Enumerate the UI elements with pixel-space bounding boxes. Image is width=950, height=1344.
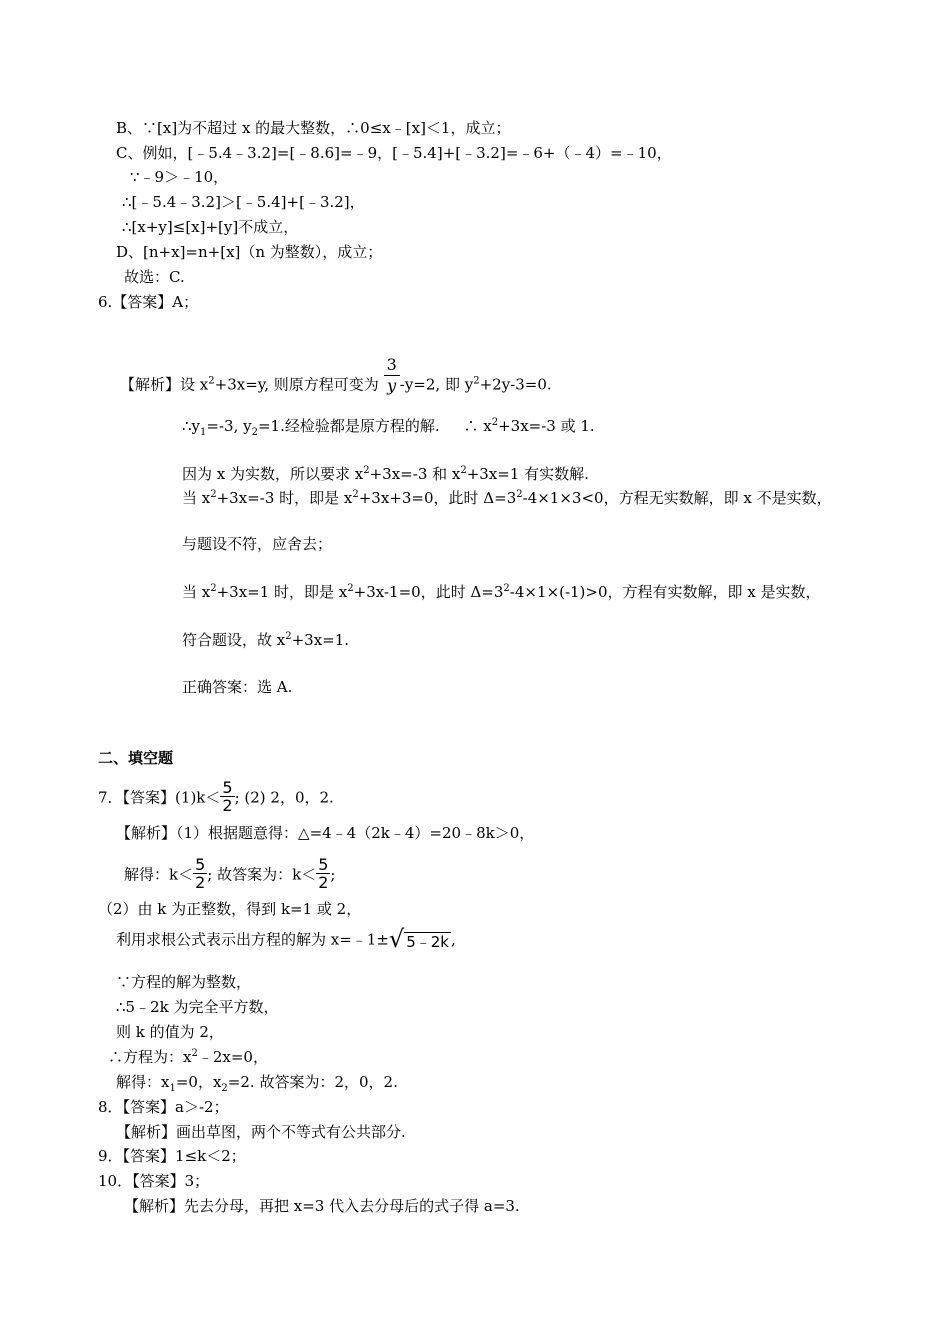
q5-option-d: D、[n+x]=n+[x]（n 为整数），成立； (116, 243, 383, 261)
q7-part2-line1: （2）由 k 为正整数，得到 k=1 或 2， (98, 900, 362, 918)
section-heading-fill-in: 二、填空题 (98, 749, 174, 767)
q6-analysis-line1: 【解析】设 $x^2+3x=y$, 则原方程可变为 $\frac{3}{y}$ -y=2, 即 $y^2+2y-3=0$. (120, 355, 552, 395)
q7-part2-line3: ∵方程的解为整数， (116, 973, 252, 991)
q6-fraction-3-over-y: $\frac{3}{y}$ (384, 355, 400, 396)
q7-part2-line2: 利用求根公式表示出方程的解为 x=﹣1±√ 5﹣2k , (116, 925, 456, 953)
q10-analysis: 【解析】先去分母，再把 x=3 代入去分母后的式子得 a=3. (124, 1197, 520, 1215)
q8-answer: 8．【答案】a＞-2； (98, 1098, 229, 1116)
q5-option-c-line1: C、例如，[﹣5.4﹣3.2]=[﹣8.6]=﹣9，[﹣5.4]+[﹣3.2]=﹣6+（﹣4）=﹣10， (116, 144, 672, 162)
q7-fraction-5-over-2: $\frac{5}{2}$ (222, 778, 233, 815)
q5-option-c-line2: ∵﹣9＞﹣10， (130, 168, 229, 186)
q7-part2-line5: 则 k 的值为 2， (116, 1023, 224, 1041)
q5-option-c-line3: ∴[﹣5.4﹣3.2]＞[﹣5.4]+[﹣3.2]， (122, 193, 365, 211)
q7-solve-fraction-b: $\frac{5}{2}$ (318, 855, 329, 892)
q8-analysis: 【解析】画出草图，两个不等式有公共部分. (116, 1123, 406, 1141)
q7-sqrt-expression: √ 5﹣2k (388, 925, 449, 953)
q7-analysis-part1: 【解析】（1）根据题意得：△=4﹣4（2k﹣4）=20﹣8k＞0， (116, 824, 535, 842)
q10-answer: 10．【答案】3； (98, 1172, 210, 1190)
q7-solve-line: 解得：k＜ $\frac{5}{2}$ ; 故答案为：k＜ $\frac{5}{2}$ ; (124, 855, 336, 892)
q7-part2-line7: 解得：$x_1=0$，$x_2=2$. 故答案为：2，0，2. (116, 1073, 398, 1094)
q7-answer: 7．【答案】(1)k＜ $\frac{5}{2}$ ; (2) 2，0，2. (98, 778, 334, 815)
q5-option-b: B、∵[x]为不超过 x 的最大整数，∴0≤x﹣[x]＜1，成立； (116, 119, 511, 137)
q6-conclusion: 符合题设，故 $x^2+3x=1$. (182, 631, 350, 649)
q6-case1-continued: 与题设不符，应舍去； (182, 535, 333, 553)
q7-part2-line4: ∴5﹣2k 为完全平方数， (116, 998, 279, 1016)
q5-option-c-line4: ∴[x+y]≤[x]+[y]不成立， (122, 218, 299, 236)
q9-answer: 9．【答案】1≤k＜2； (98, 1147, 246, 1165)
q6-real-requirement: 因为 x 为实数，所以要求 $x^2+3x=-3$ 和 $x^2+3x=1$ 有实数解. (182, 465, 589, 483)
q6-correct-answer: 正确答案：选 A. (182, 678, 293, 696)
q6-case1-line: 当 $x^2+3x=-3$ 时，即是 $x^2+3x+3=0$，此时 $\Delta=3^2-4\times 1\times 3<0$，方程无实数解，即 x 不是实数， (182, 489, 832, 507)
q6-case2-line: 当 $x^2+3x=1$ 时，即是 $x^2+3x-1=0$，此时 $\Delta=3^2-4\times 1\times(-1)>0$，方程有实数解，即 x 是实数， (182, 583, 821, 601)
q6-roots-line: $\therefore y_1=-3$, $y_2=1$.经检验都是原方程的解. ∴ $x^2+3x=-3$ 或 1. (182, 417, 595, 438)
q6-answer: 6.【答案】A； (98, 293, 199, 311)
q7-solve-fraction-a: $\frac{5}{2}$ (195, 855, 206, 892)
q5-choice: 故选：C. (124, 268, 185, 286)
q6-analysis-tag: 【解析】 (120, 375, 181, 394)
q7-part2-line6: ∴方程为：$x^2﹣2x=0$， (108, 1048, 268, 1066)
